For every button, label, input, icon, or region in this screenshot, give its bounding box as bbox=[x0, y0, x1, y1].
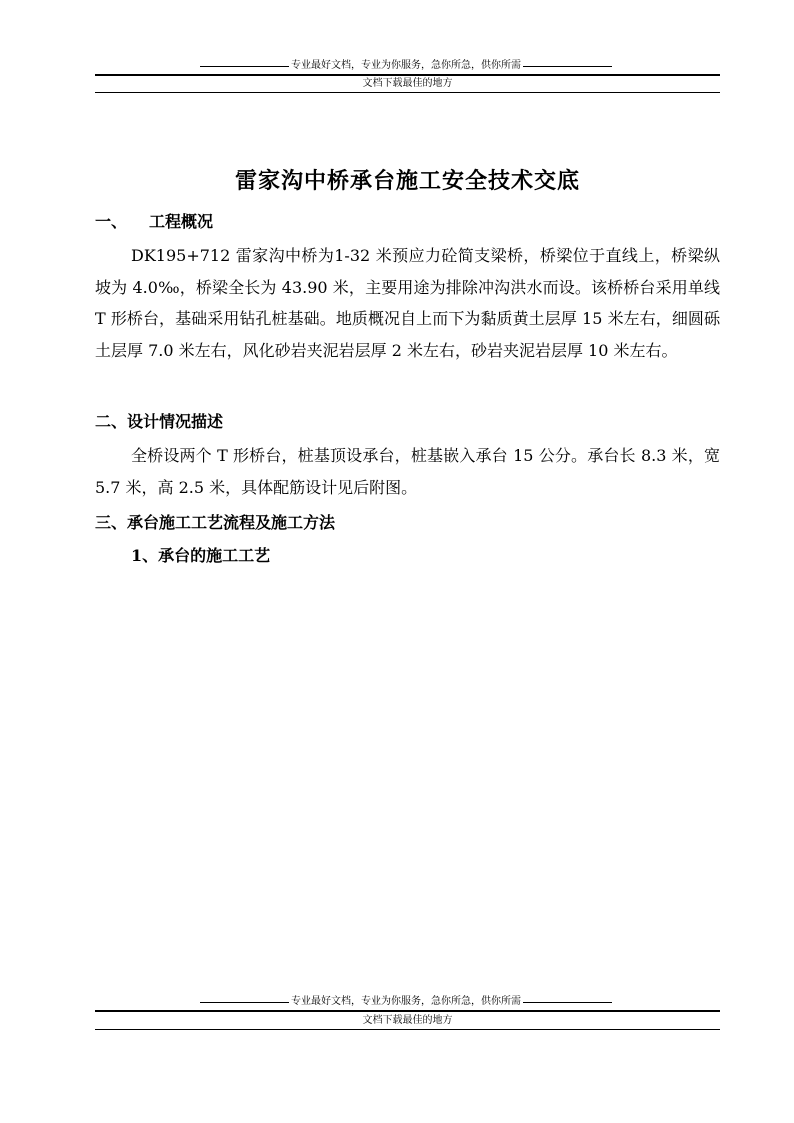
footer-slogan: 专业最好文档，专业为你服务，急你所急，供你所需 bbox=[291, 996, 521, 1007]
footer-dash-right bbox=[523, 1002, 612, 1003]
header-subline: 文档下载最佳的地方 bbox=[362, 78, 453, 89]
document-title: 雷家沟中桥承台施工安全技术交底 bbox=[234, 168, 580, 194]
footer-slogan-row bbox=[200, 995, 612, 1009]
section-1-title: 工程概况 bbox=[149, 212, 214, 231]
section-2-body: 全桥设两个 T 形桥台，桩基顶设承台，桩基嵌入承台 15 公分。承台长 8.3 米，宽 5.7 米，高 2.5 米，具体配筋设计见后附图。 bbox=[95, 446, 720, 497]
section-1-heading bbox=[95, 210, 213, 234]
header-rule-top bbox=[95, 74, 720, 76]
header-slogan: 专业最好文档，专业为你服务，急你所急，供你所需 bbox=[291, 60, 521, 71]
footer-subline: 文档下载最佳的地方 bbox=[362, 1015, 453, 1026]
footer-rule-bottom bbox=[95, 1029, 720, 1030]
header-dash-left bbox=[200, 66, 289, 67]
footer-rule-top bbox=[95, 1010, 720, 1012]
section-3-subheading: 1、承台的施工工艺 bbox=[131, 546, 271, 565]
header-slogan-row bbox=[200, 59, 612, 73]
header-rule-bottom bbox=[95, 92, 720, 93]
footer-dash-left bbox=[200, 1002, 289, 1003]
section-1-body: DK195+712 雷家沟中桥为1-32 米预应力砼简支梁桥，桥梁位于直线上，桥梁纵坡为 4.0‰，桥梁全长为 43.90 米，主要用途为排除冲沟洪水而设。该桥桥台采用单线 T 形桥台，基础采用钻孔桩基础。地质概况自上而下为黏质黄土层厚 15 米左右，细圆砾土层厚 7.0 米左右，风化砂岩夹泥岩层厚 2 米左右，砂岩夹泥岩层厚 10 米左右。 bbox=[95, 246, 720, 360]
header-dash-right bbox=[523, 66, 612, 67]
section-3-heading: 三、承台施工工艺流程及施工方法 bbox=[95, 513, 336, 532]
section-1-number: 一、 bbox=[95, 212, 128, 231]
section-2-heading: 二、设计情况描述 bbox=[95, 412, 224, 431]
